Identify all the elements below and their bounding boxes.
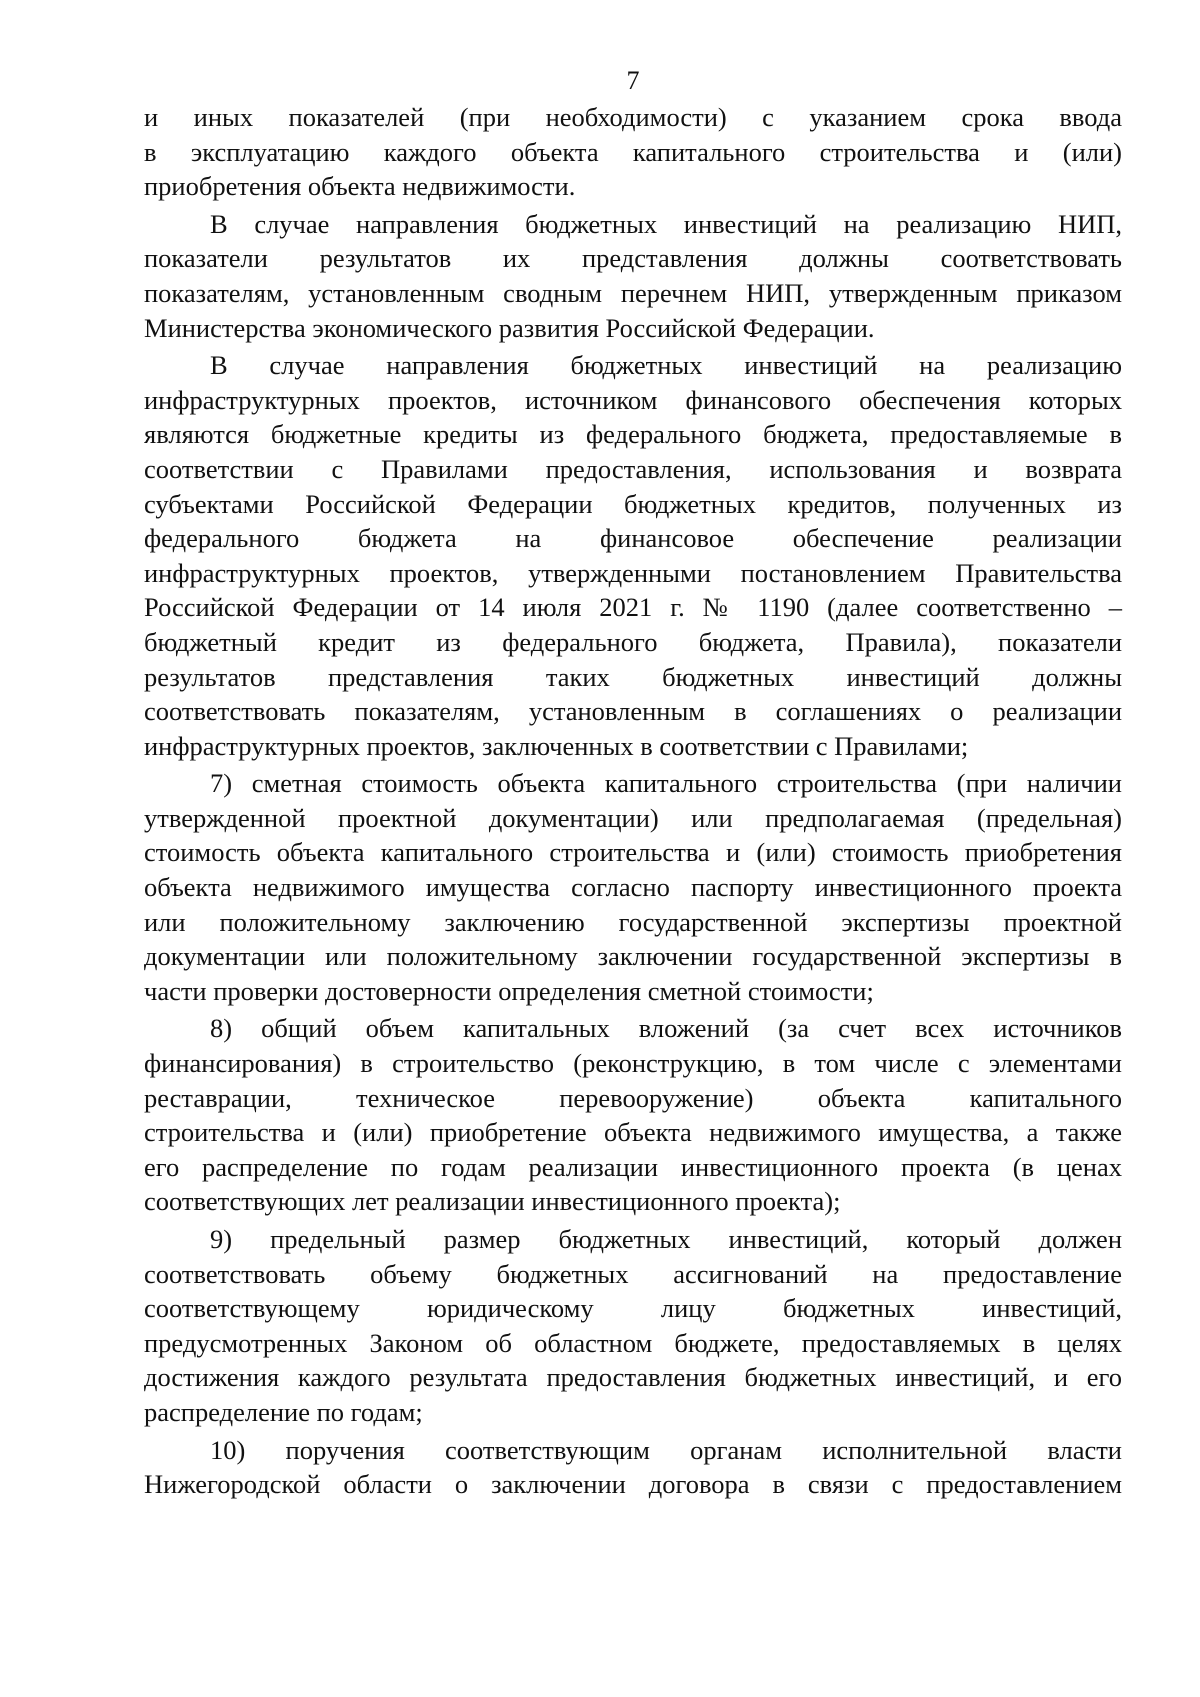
- text-line: федерального бюджета на финансовое обеспечение реализации: [144, 523, 1122, 554]
- text-line: соответствовать объему бюджетных ассигнований на предоставление: [144, 1258, 1122, 1289]
- text-line: инфраструктурных проектов, источником финансового обеспечения которых: [144, 384, 1122, 415]
- text-line: его распределение по годам реализации инвестиционного проекта (в ценах: [144, 1151, 1122, 1182]
- text-line: показатели результатов их представления должны соответствовать: [144, 243, 1122, 274]
- paragraph: [144, 1011, 1122, 1219]
- text-line: в эксплуатацию каждого объекта капитального строительства и (или): [144, 136, 1122, 167]
- text-line: результатов представления таких бюджетных инвестиций должны: [144, 661, 1122, 692]
- text-line: Нижегородской области о заключении договора в связи с предоставлением: [144, 1469, 1122, 1500]
- text-line: бюджетный кредит из федерального бюджета, Правила), показатели: [144, 626, 1122, 657]
- text-line: Российской Федерации от 14 июля 2021 г. № 1190 (далее соответственно –: [144, 592, 1122, 623]
- text-line: В случае направления бюджетных инвестиций на реализацию НИП,: [210, 208, 1122, 239]
- paragraph: [144, 1222, 1122, 1430]
- text-line: 7) сметная стоимость объекта капитального строительства (при наличии: [210, 768, 1122, 799]
- text-line: В случае направления бюджетных инвестиций на реализацию: [210, 350, 1122, 381]
- text-line: 10) поручения соответствующим органам исполнительной власти: [210, 1434, 1122, 1465]
- text-line: или положительному заключению государственной экспертизы проектной: [144, 906, 1122, 937]
- text-line: реставрации, техническое перевооружение) объекта капитального: [144, 1082, 1122, 1113]
- paragraph: [144, 766, 1122, 1008]
- text-line: инфраструктурных проектов, заключенных в соответствии с Правилами;: [144, 730, 969, 761]
- text-line: части проверки достоверности определения сметной стоимости;: [144, 975, 874, 1006]
- text-line: соответствии с Правилами предоставления, использования и возврата: [144, 453, 1122, 484]
- text-line: строительства и (или) приобретение объекта недвижимого имущества, а также: [144, 1117, 1122, 1148]
- paragraph: [144, 207, 1122, 345]
- text-line: Министерства экономического развития Российской Федерации.: [144, 312, 875, 343]
- text-line: соответствующих лет реализации инвестиционного проекта);: [144, 1186, 841, 1217]
- paragraph: [144, 348, 1122, 763]
- text-line: документации или положительному заключении государственной экспертизы в: [144, 941, 1122, 972]
- text-line: распределение по годам;: [144, 1396, 423, 1427]
- text-line: показателям, установленным сводным перечнем НИП, утвержденным приказом: [144, 277, 1122, 308]
- document-body: [144, 100, 1122, 1502]
- text-line: являются бюджетные кредиты из федерального бюджета, предоставляемые в: [144, 419, 1122, 450]
- text-line: утвержденной проектной документации) или предполагаемая (предельная): [144, 802, 1122, 833]
- paragraph: [144, 100, 1122, 204]
- text-line: субъектами Российской Федерации бюджетных кредитов, полученных из: [144, 488, 1122, 519]
- text-line: стоимость объекта капитального строительства и (или) стоимость приобретения: [144, 837, 1122, 868]
- text-line: финансирования) в строительство (реконструкцию, в том числе с элементами: [144, 1048, 1122, 1079]
- document-page: [144, 64, 1122, 1505]
- text-line: и иных показателей (при необходимости) с указанием срока ввода: [144, 102, 1122, 132]
- text-line: инфраструктурных проектов, утвержденными постановлением Правительства: [144, 557, 1122, 588]
- page-number: 7: [626, 66, 640, 95]
- text-line: приобретения объекта недвижимости.: [144, 171, 576, 202]
- text-line: 8) общий объем капитальных вложений (за счет всех источников: [210, 1013, 1122, 1044]
- text-line: соответствовать показателям, установленным в соглашениях о реализации: [144, 696, 1122, 727]
- text-line: 9) предельный размер бюджетных инвестиций, который должен: [210, 1224, 1122, 1254]
- text-line: достижения каждого результата предоставления бюджетных инвестиций, и его: [144, 1362, 1122, 1393]
- text-line: предусмотренных Законом об областном бюджете, предоставляемых в целях: [144, 1327, 1122, 1358]
- text-line: объекта недвижимого имущества согласно паспорту инвестиционного проекта: [144, 872, 1122, 903]
- paragraph: [144, 1433, 1122, 1502]
- text-line: соответствующему юридическому лицу бюджетных инвестиций,: [144, 1293, 1122, 1324]
